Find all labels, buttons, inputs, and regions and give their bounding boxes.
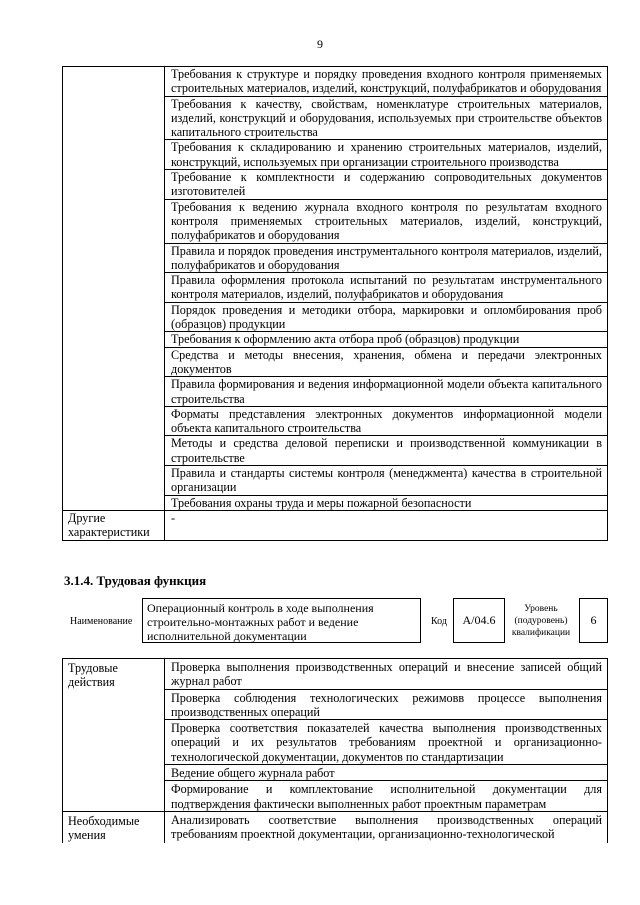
knowledge-table bbox=[62, 66, 608, 541]
row-label-cell bbox=[63, 67, 165, 511]
level-box: 6 bbox=[579, 598, 608, 643]
row-text-cell: Методы и средства деловой переписки и производственной коммуникации в строительстве bbox=[165, 436, 608, 466]
row-text-cell: Правила и порядок проведения инструментального контроля материалов, изделий, полуфабрикатов и оборудования bbox=[165, 243, 608, 273]
row-text-cell: Правила формирования и ведения информационной модели объекта капитального строительства bbox=[165, 377, 608, 407]
row-label-cell: Трудовые действия bbox=[63, 659, 165, 812]
row-text-cell: Требования охраны труда и меры пожарной безопасности bbox=[165, 495, 608, 510]
actions-table bbox=[62, 658, 608, 843]
row-text-cell: - bbox=[165, 510, 608, 540]
row-text-cell: Средства и методы внесения, хранения, обмена и передачи электронных документов bbox=[165, 347, 608, 377]
row-text-cell: Требования к складированию и хранению строительных материалов, изделий, конструкций, используемых при организации строительного производства bbox=[165, 140, 608, 170]
row-text-cell: Правила оформления протокола испытаний по результатам инструментального контроля материалов, изделий, полуфабрикатов и оборудования bbox=[165, 273, 608, 303]
table-row bbox=[63, 811, 608, 842]
row-text-cell: Ведение общего журнала работ bbox=[165, 765, 608, 781]
row-text-cell: Проверка соблюдения технологических режимовв процессе выполнения производственных операций bbox=[165, 689, 608, 720]
row-label-cell: Другие характеристики bbox=[63, 510, 165, 540]
code-label: Код bbox=[431, 616, 447, 627]
page-number: 9 bbox=[317, 37, 323, 51]
row-text-cell: Требования к качеству, свойствам, номенклатуре строительных материалов, изделий, конструкций и оборудования, используемых при строительстве объектов капитального строительства bbox=[165, 96, 608, 140]
row-text-cell: Требование к комплектности и содержанию сопроводительных документов изготовителей bbox=[165, 170, 608, 200]
row-text-cell: Требования к структуре и порядку проведения входного контроля применяемых строительных материалов, изделий, конструкций, полуфабрикатов и оборудования bbox=[165, 67, 608, 97]
row-text-cell: Порядок проведения и методики отбора, маркировки и опломбирования проб (образцов) продукции bbox=[165, 302, 608, 332]
row-text-cell: Проверка соответствия показателей качества выполнения производственных операций и их результатов требованиям проектной и организационно-технологической документации, документов по стандартизации bbox=[165, 720, 608, 765]
code-box: A/04.6 bbox=[453, 598, 505, 643]
row-label-cell: Необходимые умения bbox=[63, 811, 165, 842]
row-text-cell: Анализировать соответствие выполнения производственных операций требованиям проектной документации, организационно-технологической bbox=[165, 811, 608, 842]
row-text-cell: Требования к ведению журнала входного контроля по результатам входного контроля применяемых строительных материалов, изделий, конструкций, полуфабрикатов и оборудования bbox=[165, 199, 608, 243]
function-name-box: Операционный контроль в ходе выполнения строительно-монтажных работ и ведение исполнительной документации bbox=[142, 598, 421, 643]
section-heading: 3.1.4. Трудовая функция bbox=[64, 573, 207, 588]
row-text-cell: Правила и стандарты системы контроля (менеджмента) качества в строительной организации bbox=[165, 466, 608, 496]
table-row bbox=[63, 659, 608, 690]
table-row bbox=[63, 510, 608, 540]
level-label: Уровень (подуровень) квалификации bbox=[511, 604, 571, 638]
table-row bbox=[63, 67, 608, 97]
row-text-cell: Форматы представления электронных документов информационной модели объекта капитального строительства bbox=[165, 406, 608, 436]
row-text-cell: Формирование и комплектование исполнительной документации для подтверждения фактически выполненных работ проектным параметрам bbox=[165, 781, 608, 812]
name-label: Наименование bbox=[70, 616, 133, 627]
row-text-cell: Проверка выполнения производственных операций и внесение записей общий журнал работ bbox=[165, 659, 608, 690]
row-text-cell: Требования к оформлению акта отбора проб (образцов) продукции bbox=[165, 332, 608, 347]
